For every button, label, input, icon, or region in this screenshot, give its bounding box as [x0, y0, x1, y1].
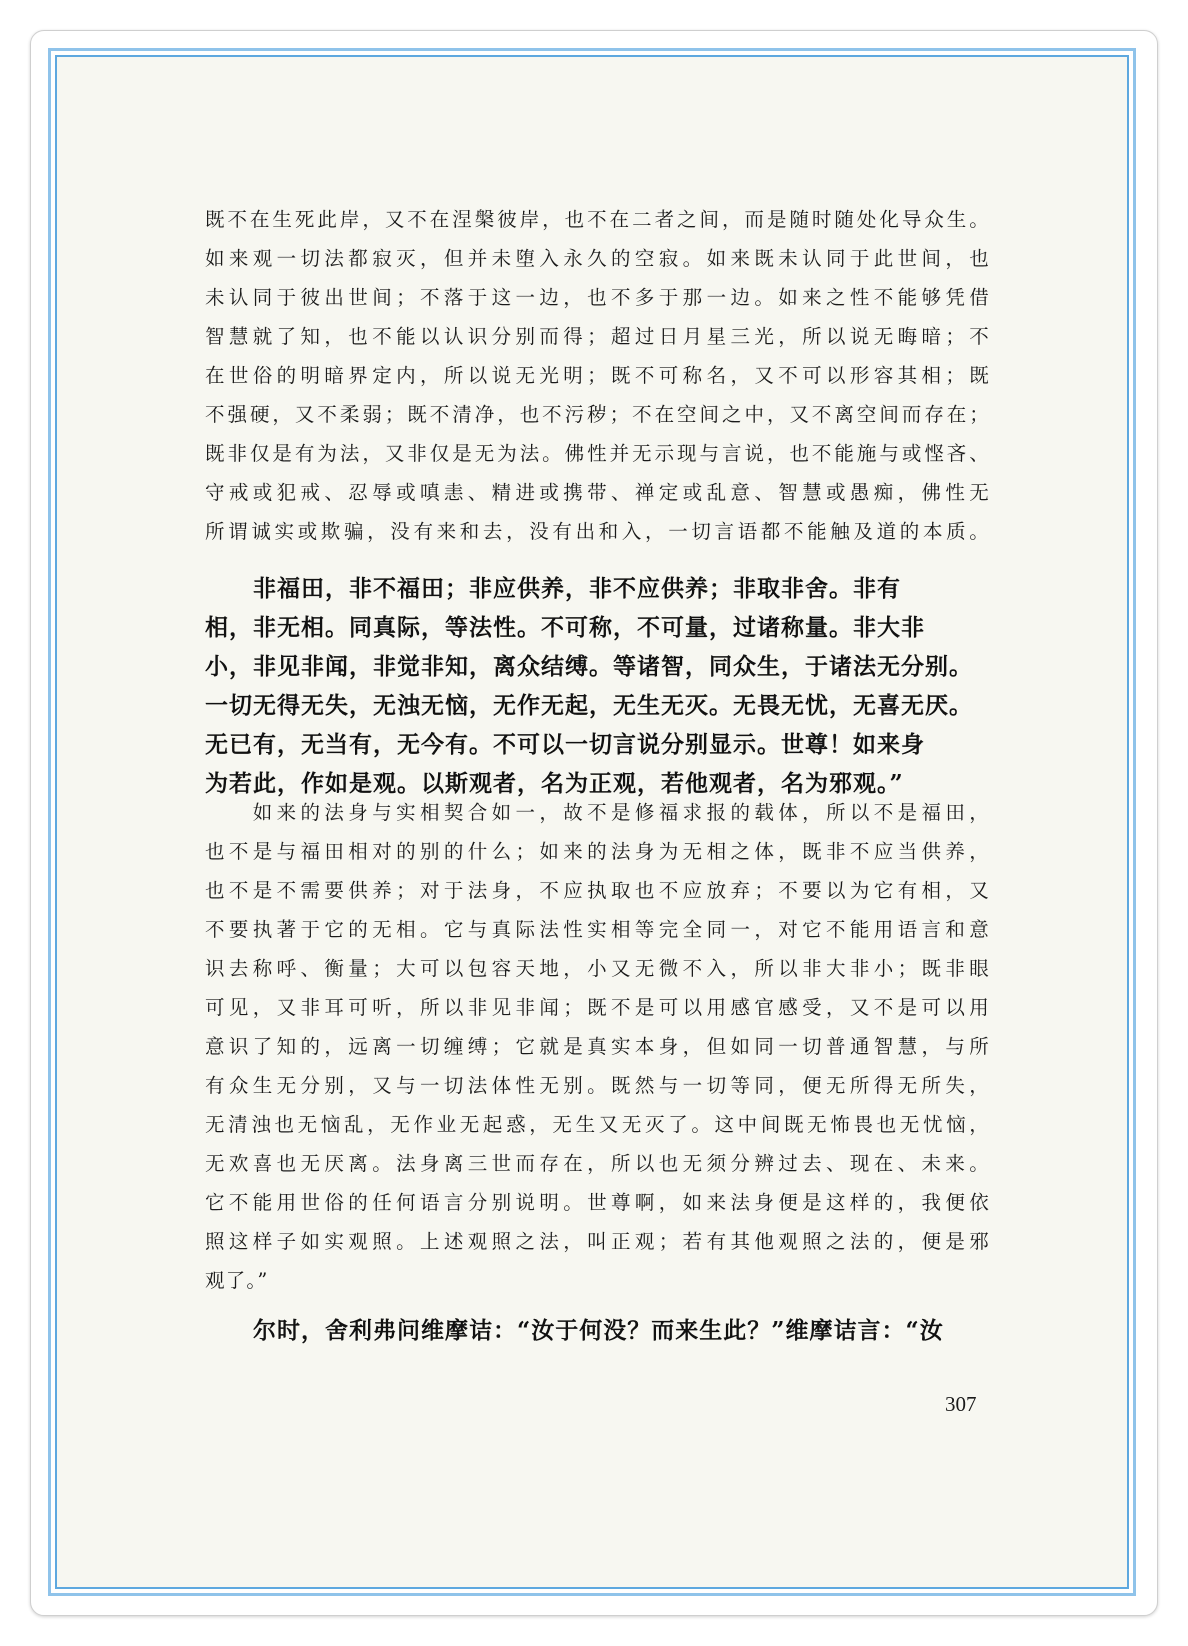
sutra-line: 尔时，舍利弗问维摩诘：“汝于何没？而来生此？”维摩诘言：“汝 — [205, 1317, 944, 1344]
sutra-line: 为若此，作如是观。以斯观者，名为正观，若他观者，名为邪观。” — [205, 770, 904, 797]
text-line: 意识了知的，远离一切缠缚；它就是真实本身，但如同一切普通智慧，与所 — [205, 1035, 990, 1058]
sutra-line: 无已有，无当有，无今有。不可以一切言说分别显示。世尊！如来身 — [205, 731, 925, 758]
text-line: 无欢喜也无厌离。法身离三世而存在，所以也无须分辨过去、现在、未来。 — [205, 1152, 990, 1175]
sutra-paragraph-1 — [205, 569, 990, 803]
text-line: 不要执著于它的无相。它与真际法性实相等完全同一，对它不能用语言和意 — [205, 918, 990, 941]
sutra-line: 小，非见非闻，非觉非知，离众结缚。等诸智，同众生，于诸法无分别。 — [205, 653, 973, 680]
sutra-line: 相，非无相。同真际，等法性。不可称，不可量，过诸称量。非大非 — [205, 614, 925, 641]
sutra-paragraph-2 — [205, 1311, 990, 1350]
commentary-paragraph-2 — [205, 793, 990, 1300]
text-line: 识去称呼、衡量；大可以包容天地，小又无微不入，所以非大非小；既非眼 — [205, 957, 990, 980]
text-line: 它不能用世俗的任何语言分别说明。世尊啊，如来法身便是这样的，我便依 — [205, 1191, 990, 1214]
text-line: 照这样子如实观照。上述观照之法，叫正观；若有其他观照之法的，便是邪 — [205, 1230, 990, 1253]
commentary-paragraph-1 — [205, 200, 990, 551]
text-line: 也不是不需要供养；对于法身，不应执取也不应放弃；不要以为它有相，又 — [205, 879, 990, 902]
text-line: 在世俗的明暗界定内，所以说无光明；既不可称名，又不可以形容其相；既 — [205, 364, 990, 387]
text-line: 无清浊也无恼乱，无作业无起惑，无生又无灭了。这中间既无怖畏也无忧恼， — [205, 1113, 990, 1136]
text-line: 如来的法身与实相契合如一，故不是修福求报的载体，所以不是福田， — [205, 801, 990, 824]
text-line: 所谓诚实或欺骗，没有来和去，没有出和入，一切言语都不能触及道的本质。 — [205, 520, 990, 543]
text-line: 如来观一切法都寂灭，但并未堕入永久的空寂。如来既未认同于此世间，也 — [205, 247, 990, 270]
text-line: 智慧就了知，也不能以认识分别而得；超过日月星三光，所以说无晦暗；不 — [205, 325, 990, 348]
page-number: 307 — [945, 1392, 977, 1416]
text-line: 未认同于彼出世间；不落于这一边，也不多于那一边。如来之性不能够凭借 — [205, 286, 990, 309]
sutra-line: 一切无得无失，无浊无恼，无作无起，无生无灭。无畏无忧，无喜无厌。 — [205, 692, 973, 719]
text-line: 不强硬，又不柔弱；既不清净，也不污秽；不在空间之中，又不离空间而存在； — [205, 403, 990, 426]
sutra-line: 非福田，非不福田；非应供养，非不应供养；非取非舍。非有 — [205, 575, 901, 602]
text-line: 也不是与福田相对的别的什么；如来的法身为无相之体，既非不应当供养， — [205, 840, 990, 863]
text-line: 既非仅是有为法，又非仅是无为法。佛性并无示现与言说，也不能施与或悭吝、 — [205, 442, 990, 465]
text-line: 可见，又非耳可听，所以非见非闻；既不是可以用感官感受，又不是可以用 — [205, 996, 990, 1019]
text-line: 守戒或犯戒、忍辱或嗔恚、精进或携带、禅定或乱意、智慧或愚痴，佛性无 — [205, 481, 990, 504]
text-line-last: 观了。” — [205, 1269, 269, 1292]
text-line: 有众生无分别，又与一切法体性无别。既然与一切等同，便无所得无所失， — [205, 1074, 990, 1097]
text-line: 既不在生死此岸，又不在涅槃彼岸，也不在二者之间，而是随时随处化导众生。 — [205, 208, 990, 231]
